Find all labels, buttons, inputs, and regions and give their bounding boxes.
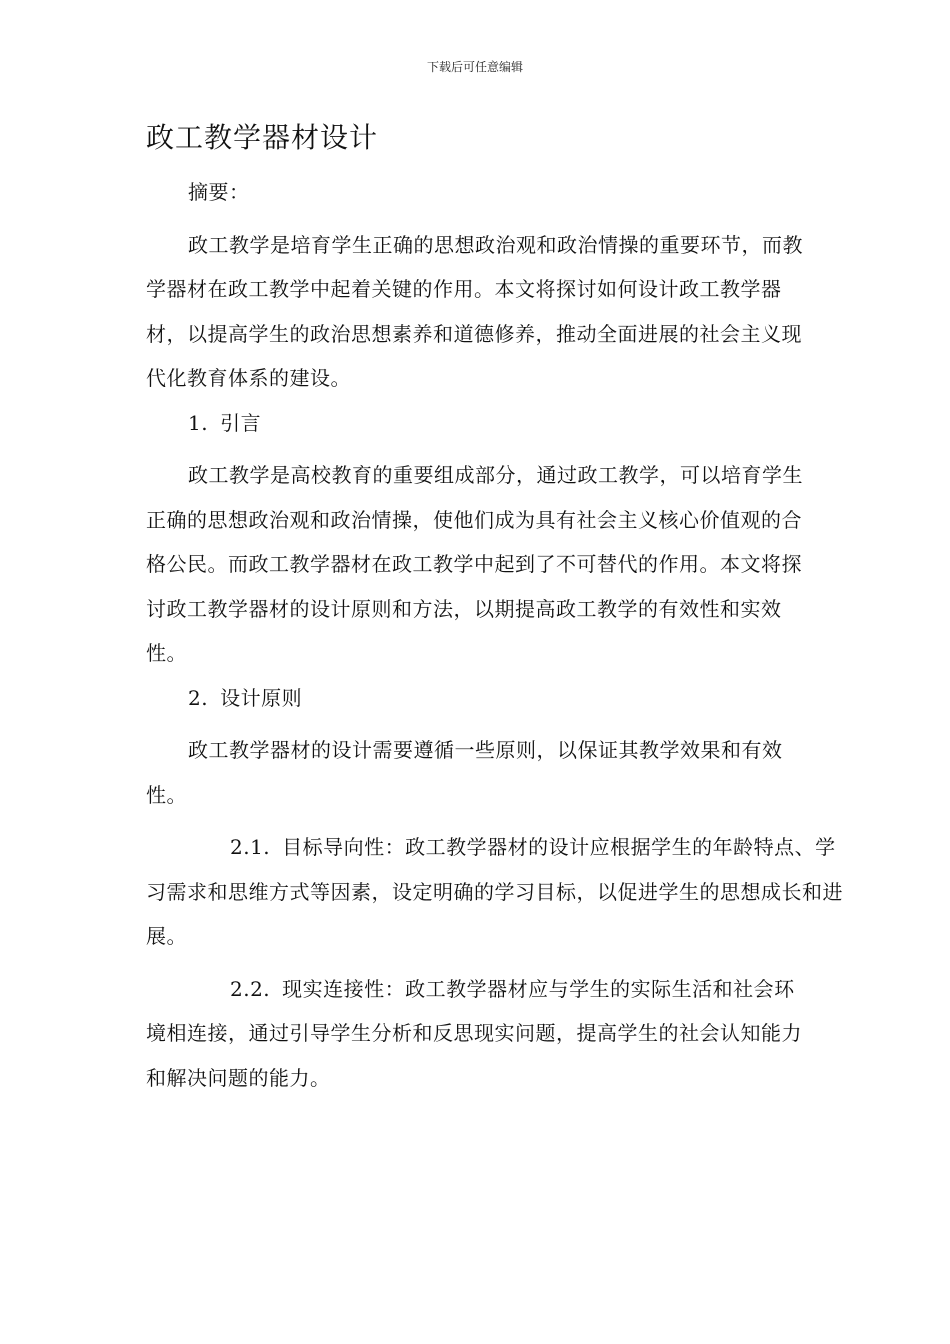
section-number: 2.: [188, 685, 209, 710]
header-note: 下载后可任意编辑: [426, 60, 523, 74]
section-number: 1.: [188, 410, 209, 435]
section-heading-intro: [146, 401, 806, 446]
abstract-label: 摘要：: [188, 180, 250, 204]
principle-item: [146, 967, 806, 1101]
item-number: 2.2.: [230, 976, 271, 1001]
principle-item: [146, 825, 846, 959]
section-heading-principles: [146, 676, 806, 721]
abstract-paragraph: 政工教学是培育学生正确的思想政治观和政治情操的重要环节，而教学器材在政工教学中起着关键的作用。本文将探讨如何设计政工教学器材，以提高学生的政治思想素养和道德修养，推动全面进展的社会主义现代化教育体系的建设。: [146, 232, 803, 390]
section-title: 引言: [220, 410, 262, 435]
document-title: 政工教学器材设计: [146, 121, 379, 154]
item-text: 目标导向性：政工教学器材的设计应根据学生的年龄特点、学习需求和思维方式等因素，设定明确的学习目标，以促进学生的思想成长和进展。: [146, 835, 843, 948]
section-title: 设计原则: [220, 685, 303, 710]
principles-paragraph: 政工教学器材的设计需要遵循一些原则，以保证其教学效果和有效性。: [146, 738, 783, 807]
intro-paragraph: 政工教学是高校教育的重要组成部分，通过政工教学，可以培育学生正确的思想政治观和政治情操，使他们成为具有社会主义核心价值观的合格公民。而政工教学器材在政工教学中起到了不可替代的作用。本文将探讨政工教学器材的设计原则和方法，以期提高政工教学的有效性和实效性。: [146, 463, 803, 665]
item-text: 现实连接性：政工教学器材应与学生的实际生活和社会环境相连接，通过引导学生分析和反思现实问题，提高学生的社会认知能力和解决问题的能力。: [146, 976, 802, 1090]
item-number: 2.1.: [230, 835, 271, 859]
document-body: [146, 170, 843, 1100]
